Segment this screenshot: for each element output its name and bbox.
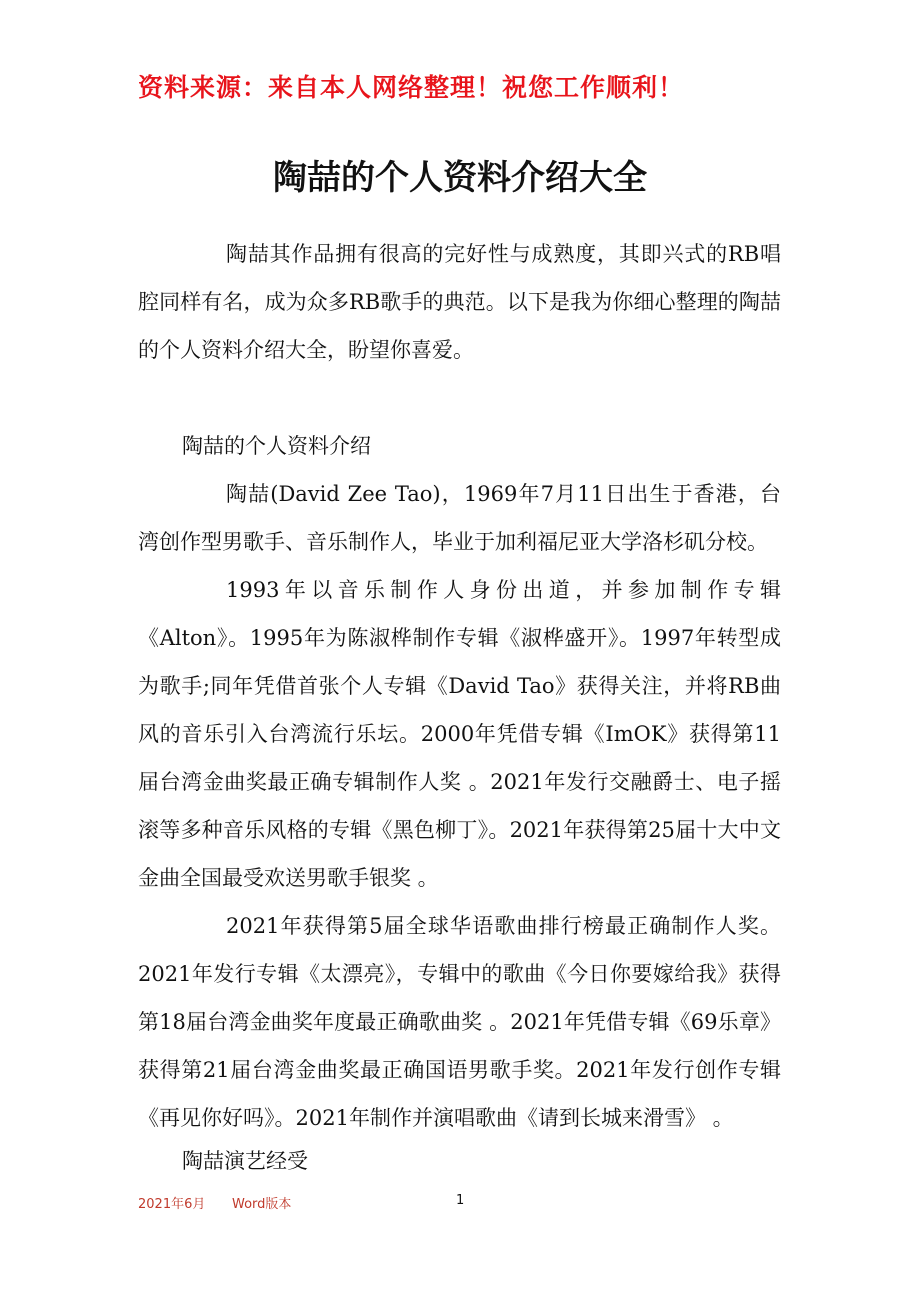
footer-date: 2021年6月 <box>138 1197 206 1212</box>
section-heading-career: 陶喆演艺经受 <box>182 1149 308 1173</box>
page-number: 1 <box>456 1193 465 1208</box>
career-paragraph: 1993年以音乐制作人身份出道，并参加制作专辑《Alton》。1995年为陈淑桦制作专辑《淑桦盛开》。1997年转型成为歌手;同年凭借首张个人专辑《David Tao》获得关注，并将RB曲风的音乐引入台湾流行乐坛。2000年凭借专辑《ImOK》获得第11届台湾金曲奖最正确专辑制作人奖 。2021年发行交融爵士、电子摇滚等多种音乐风格的专辑《黑色柳丁》。2021年获得第25届十大中文金曲全国最受欢送男歌手银奖 。 <box>138 578 781 890</box>
section-heading-profile: 陶喆的个人资料介绍 <box>182 434 371 458</box>
awards-paragraph: 2021年获得第5届全球华语歌曲排行榜最正确制作人奖。2021年发行专辑《太漂亮》，专辑中的歌曲《今日你要嫁给我》获得第18届台湾金曲奖年度最正确歌曲奖 。2021年凭借专辑《69乐章》获得第21届台湾金曲奖最正确国语男歌手奖。2021年发行创作专辑《再见你好吗》。2021年制作并演唱歌曲《请到长城来滑雪》 。 <box>138 914 781 1130</box>
birth-paragraph: 陶喆(David Zee Tao)，1969年7月11日出生于香港，台湾创作型男歌手、音乐制作人，毕业于加利福尼亚大学洛杉矶分校。 <box>138 482 781 554</box>
intro-paragraph: 陶喆其作品拥有很高的完好性与成熟度，其即兴式的RB唱腔同样有名，成为众多RB歌手的典范。以下是我为你细心整理的陶喆的个人资料介绍大全，盼望你喜爱。 <box>138 242 781 362</box>
source-banner: 资料来源：来自本人网络整理！祝您工作顺利！ <box>138 73 685 102</box>
document-title: 陶喆的个人资料介绍大全 <box>273 158 647 198</box>
footer-version: Word版本 <box>232 1197 292 1212</box>
